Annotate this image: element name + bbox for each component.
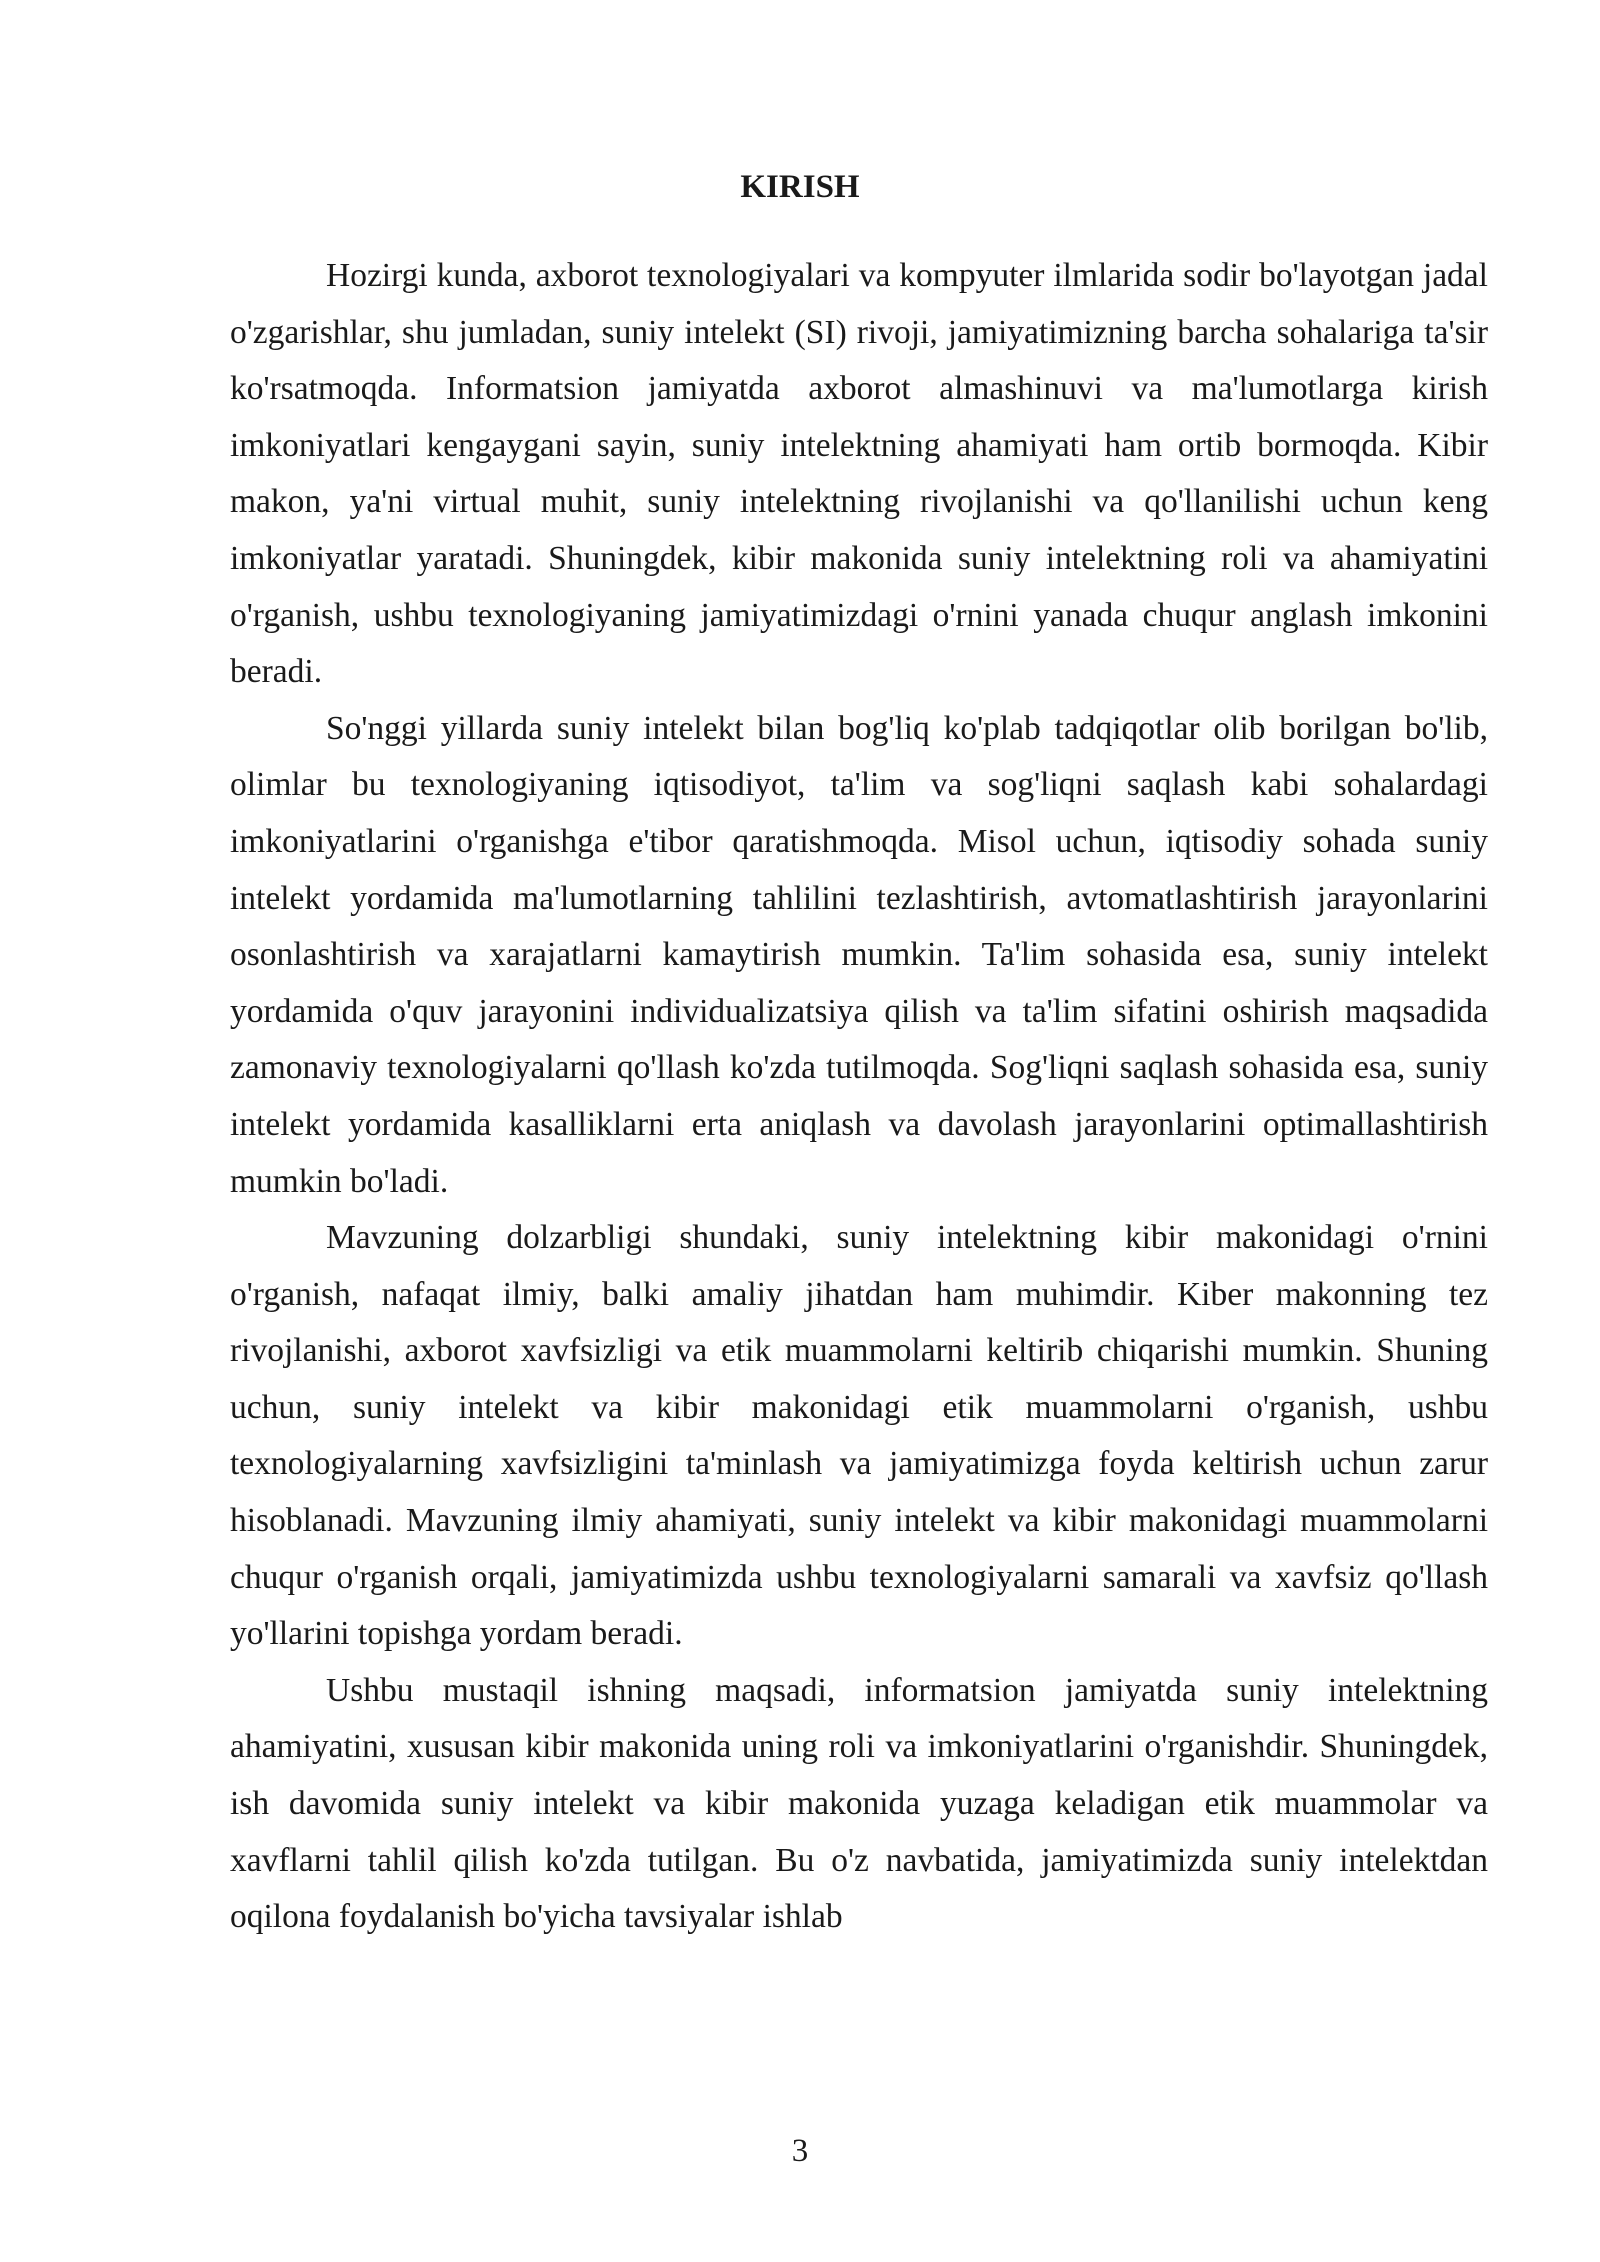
section-title: KIRISH	[740, 169, 860, 205]
page-number: 3	[791, 2133, 809, 2169]
paragraph-1: Hozirgi kunda, axborot texnologiyalari va kompyuter ilmlarida sodir bo'layotgan jadal o'zgarishlar, shu jumladan, suniy intelekt (SI) rivoji, jamiyatimizning barcha sohalariga ta'sir ko'rsatmoqda. Informatsion jamiyatda axborot almashinuvi va ma'lumotlarga kirish imkoniyatlari kengaygani sayin, suniy intelektning ahamiyati ham ortib bormoqda. Kibir makon, ya'ni virtual muhit, suniy intelektning rivojlanishi va qo'llanilishi uchun keng imkoniyatlar yaratadi. Shuningdek, kibir makonida suniy intelektning roli va ahamiyatini o'rganish, ushbu texnologiyaning jamiyatimizdagi o'rnini yanada chuqur anglash imkonini beradi.	[230, 257, 1488, 691]
paragraph-2: So'nggi yillarda suniy intelekt bilan bog'liq ko'plab tadqiqotlar olib borilgan bo'lib, olimlar bu texnologiyaning iqtisodiyot, ta'lim va sog'liqni saqlash kabi sohalardagi imkoniyatlarini o'rganishga e'tibor qaratishmoqda. Misol uchun, iqtisodiy sohada suniy intelekt yordamida ma'lumotlarning tahlilini tezlashtirish, avtomatlashtirish jarayonlarini osonlashtirish va xarajatlarni kamaytirish mumkin. Ta'lim sohasida esa, suniy intelekt yordamida o'quv jarayonini individualizatsiya qilish va ta'lim sifatini oshirish maqsadida zamonaviy texnologiyalarni qo'llash ko'zda tutilmoqda. Sog'liqni saqlash sohasida esa, suniy intelekt yordamida kasalliklarni erta aniqlash va davolash jarayonlarini optimallashtirish mumkin bo'ladi.	[230, 709, 1488, 1200]
paragraph-4: Ushbu mustaqil ishning maqsadi, informatsion jamiyatda suniy intelektning ahamiyatini, xususan kibir makonida uning roli va imkoniyatlarini o'rganishdir. Shuningdek, ish davomida suniy intelekt va kibir makonida yuzaga keladigan etik muammolar va xavflarni tahlil qilish ko'zda tutilgan. Bu o'z navbatida, jamiyatimizda suniy intelektdan oqilona foydalanish bo'yicha tavsiyalar ishlab	[230, 1671, 1488, 1936]
body-text	[230, 248, 1488, 1946]
paragraph-3: Mavzuning dolzarbligi shundaki, suniy intelektning kibir makonidagi o'rnini o'rganish, nafaqat ilmiy, balki amaliy jihatdan ham muhimdir. Kiber makonning tez rivojlanishi, axborot xavfsizligi va etik muammolarni keltirib chiqarishi mumkin. Shuning uchun, suniy intelekt va kibir makonidagi etik muammolarni o'rganish, ushbu texnologiyalarning xavfsizligini ta'minlash va jamiyatimizga foyda keltirish uchun zarur hisoblanadi. Mavzuning ilmiy ahamiyati, suniy intelekt va kibir makonidagi muammolarni chuqur o'rganish orqali, jamiyatimizda ushbu texnologiyalarni samarali va xavfsiz qo'llash yo'llarini topishga yordam beradi.	[230, 1219, 1488, 1653]
